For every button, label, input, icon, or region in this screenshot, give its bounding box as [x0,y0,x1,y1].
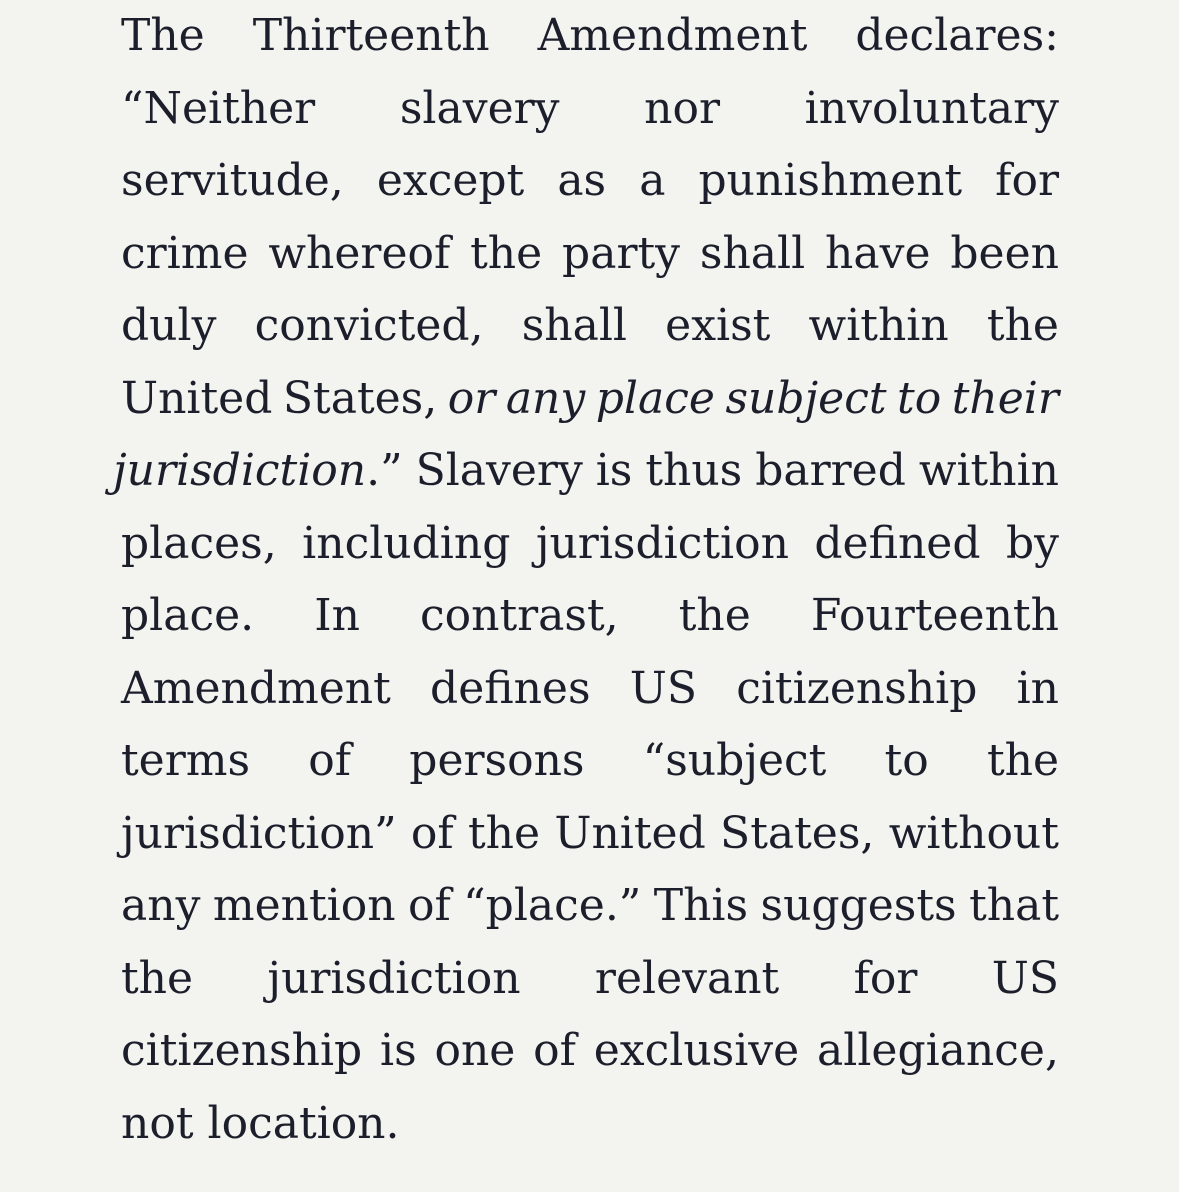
text-line [121,870,1059,943]
word: is [595,445,633,496]
word: the [121,952,194,1004]
word: one [434,1025,516,1076]
word: not [121,1097,208,1149]
word: the [986,735,1059,786]
text-line [113,435,1059,508]
word: defined [814,517,981,569]
word: for [995,155,1059,206]
word: any [121,880,201,931]
word: In [314,590,360,641]
word: Thirteenth [252,10,490,61]
text-line [121,725,1059,798]
word: places, [121,517,277,569]
word: to [897,372,942,424]
word: a [639,155,666,206]
word: terms [121,735,251,786]
word: jurisdiction [535,517,789,569]
word: servitude, [121,155,344,206]
word: mention [212,880,396,931]
text-line [121,145,1059,218]
text-line [121,1015,1059,1088]
word: been [950,227,1059,279]
word: the [678,590,751,641]
word: to [884,735,929,786]
word: shall [699,227,806,279]
word: place [595,372,715,424]
word: shall [521,300,627,351]
word: by [1005,517,1059,569]
word: US [991,952,1059,1004]
word: Fourteenth [810,590,1059,641]
word: punishment [698,155,963,206]
word: suggests [760,880,957,931]
text-line [121,1088,1059,1161]
word: for [853,952,918,1004]
passage-text [113,0,1059,1160]
word: persons [409,735,585,786]
word: exclusive [593,1025,800,1076]
word: that [969,880,1059,931]
word: United [121,372,273,424]
word: contrast, [419,590,619,641]
word: party [562,227,681,279]
word: allegiance, [817,1025,1059,1076]
word: including [302,517,511,569]
text-line [121,218,1059,291]
word: nor [644,82,721,134]
word: relevant [594,952,780,1004]
word: subject [725,372,887,424]
word: thus [645,445,743,496]
word: declares: [855,10,1059,61]
word: any [505,372,586,424]
text-line [121,290,1059,363]
word: or [447,372,496,424]
word: within [808,300,949,351]
word: within [918,445,1059,496]
word: States, [720,807,875,859]
text-line [121,73,1059,146]
word: without [888,807,1059,859]
word: crime [121,227,249,279]
word: slavery [399,82,560,134]
word: of [410,807,454,859]
text-line [121,653,1059,726]
text-line [121,943,1059,1016]
word: This [653,880,749,931]
word: whereof [268,227,451,279]
word: Slavery [415,445,583,496]
word: in [1016,662,1059,714]
word: duly [121,300,217,351]
word: States, [282,372,438,424]
word: convicted, [254,300,484,351]
word: jurisdiction” [121,807,397,859]
word: Amendment [537,10,808,61]
word: of [308,735,352,786]
word: involuntary [804,82,1059,134]
word: defines [430,662,591,714]
word: The [121,10,205,61]
text-line [121,508,1059,581]
text-line [121,798,1059,871]
word: US [629,662,697,714]
word: Amendment [121,662,391,714]
word: jurisdiction.” [113,445,403,496]
word: of [407,880,451,931]
word: the [986,300,1059,351]
text-line [121,363,1059,436]
word: exist [665,300,771,351]
word: their [951,372,1059,424]
word: “subject [642,735,827,786]
word: “place.” [463,880,642,931]
word: is [380,1025,417,1076]
word: jurisdiction [267,952,521,1004]
word: citizenship [736,662,978,714]
word: United [554,807,706,859]
word: place. [121,590,255,641]
word: of [533,1025,576,1076]
text-line [121,0,1059,73]
word: as [557,155,607,206]
word: have [825,227,931,279]
text-line [121,580,1059,653]
word: the [468,807,541,859]
word: location. [207,1097,400,1149]
word: citizenship [121,1025,363,1076]
word: the [470,227,543,279]
word: “Neither [121,82,316,134]
word: barred [755,445,906,496]
word: except [376,155,525,206]
